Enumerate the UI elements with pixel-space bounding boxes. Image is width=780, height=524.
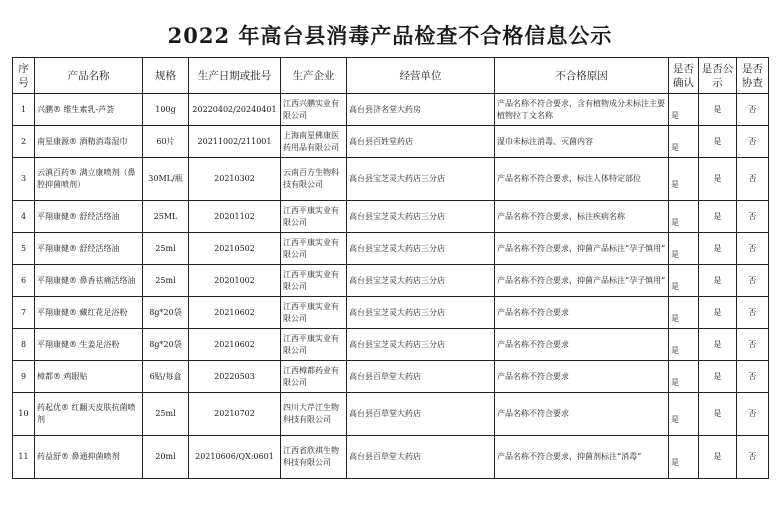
inspection-table	[12, 57, 769, 479]
cell-reason: 产品名称不符合要求，抑菌产品标注“孕子慎用”	[495, 265, 669, 297]
cell-assist: 否	[737, 201, 769, 233]
cell-maker: 江西平康实业有限公司	[281, 329, 347, 361]
table-row	[13, 297, 769, 329]
cell-assist: 否	[737, 393, 769, 436]
col-name: 产品名称	[35, 58, 143, 94]
cell-seq: 2	[13, 126, 35, 158]
table-row	[13, 265, 769, 297]
cell-seller: 高台县百草堂大药店	[347, 361, 495, 393]
confirm-value: 是	[671, 110, 679, 120]
confirm-value: 是	[671, 281, 679, 291]
cell-spec: 20ml	[143, 436, 189, 479]
cell-spec: 25ml	[143, 393, 189, 436]
col-seq: 序号	[13, 58, 35, 94]
col-batch: 生产日期或批号	[189, 58, 281, 94]
cell-seq: 6	[13, 265, 35, 297]
cell-seq: 3	[13, 158, 35, 201]
col-publish: 是否公示	[699, 58, 737, 94]
cell-seller: 高台县百草堂大药店	[347, 436, 495, 479]
cell-seq: 1	[13, 94, 35, 126]
cell-maker: 江西平康实业有限公司	[281, 233, 347, 265]
cell-seller: 高台县宝芝灵大药店三分店	[347, 201, 495, 233]
cell-publish: 是	[699, 361, 737, 393]
table-row	[13, 233, 769, 265]
cell-product-name: 兴鹏® 维生素乳-芦荟	[35, 94, 143, 126]
cell-maker: 江西樟都药业有限公司	[281, 361, 347, 393]
cell-reason: 产品名称不符合要求	[495, 393, 669, 436]
cell-seller: 高台县宝芝灵大药店三分店	[347, 233, 495, 265]
cell-batch: 20201102	[189, 201, 281, 233]
cell-confirm	[669, 265, 699, 297]
cell-seller: 高台县百姓堂药店	[347, 126, 495, 158]
cell-assist: 否	[737, 126, 769, 158]
cell-publish: 是	[699, 158, 737, 201]
cell-batch: 20210302	[189, 158, 281, 201]
table-row	[13, 361, 769, 393]
cell-maker: 上海南星佛康医药用品有限公司	[281, 126, 347, 158]
cell-confirm	[669, 393, 699, 436]
cell-reason: 产品名称不符合要求，标注疾病名称	[495, 201, 669, 233]
cell-publish: 是	[699, 233, 737, 265]
cell-batch: 20210702	[189, 393, 281, 436]
table-row	[13, 393, 769, 436]
confirm-value: 是	[671, 249, 679, 259]
page-title: 2022 年高台县消毒产品检查不合格信息公示	[167, 23, 613, 48]
table-row	[13, 201, 769, 233]
cell-confirm	[669, 126, 699, 158]
table-row	[13, 436, 769, 479]
cell-assist: 否	[737, 94, 769, 126]
cell-spec: 25ML	[143, 201, 189, 233]
header-row	[13, 58, 769, 94]
cell-batch: 20211002/211001	[189, 126, 281, 158]
cell-batch: 20210502	[189, 233, 281, 265]
cell-product-name: 平翔康健® 生姜足浴粉	[35, 329, 143, 361]
cell-assist: 否	[737, 361, 769, 393]
cell-reason: 产品名称不符合要求，标注人体特定部位	[495, 158, 669, 201]
cell-assist: 否	[737, 158, 769, 201]
confirm-value: 是	[671, 345, 679, 355]
cell-reason: 产品名称不符合要求	[495, 361, 669, 393]
confirm-value: 是	[671, 377, 679, 387]
cell-assist: 否	[737, 297, 769, 329]
confirm-value: 是	[671, 458, 679, 467]
cell-assist: 否	[737, 265, 769, 297]
confirm-value: 是	[671, 313, 679, 323]
cell-confirm	[669, 158, 699, 201]
cell-seller: 高台县宝芝灵大药店三分店	[347, 158, 495, 201]
table-row	[13, 126, 769, 158]
cell-product-name: 药益舒® 鼻通抑菌喷剂	[35, 436, 143, 479]
cell-assist: 否	[737, 233, 769, 265]
cell-seq: 9	[13, 361, 35, 393]
col-seller: 经营单位	[347, 58, 495, 94]
cell-confirm	[669, 94, 699, 126]
cell-seller: 高台县济名堂大药房	[347, 94, 495, 126]
cell-spec: 60片	[143, 126, 189, 158]
cell-seq: 7	[13, 297, 35, 329]
col-spec: 规格	[143, 58, 189, 94]
cell-product-name: 南星康源® 酒精消毒湿巾	[35, 126, 143, 158]
table-row	[13, 94, 769, 126]
cell-batch: 20220402/20240401	[189, 94, 281, 126]
col-confirm: 是否确认	[669, 58, 699, 94]
cell-seq: 5	[13, 233, 35, 265]
cell-product-name: 平翔康健® 藏红花足浴粉	[35, 297, 143, 329]
cell-publish: 是	[699, 329, 737, 361]
col-maker: 生产企业	[281, 58, 347, 94]
table-row	[13, 329, 769, 361]
cell-publish: 是	[699, 94, 737, 126]
col-reason: 不合格原因	[495, 58, 669, 94]
cell-batch: 20220503	[189, 361, 281, 393]
cell-seller: 高台县宝芝灵大药店三分店	[347, 265, 495, 297]
cell-assist: 否	[737, 436, 769, 479]
cell-spec: 6贴/每盒	[143, 361, 189, 393]
cell-publish: 是	[699, 126, 737, 158]
confirm-value: 是	[671, 217, 679, 227]
cell-publish: 是	[699, 393, 737, 436]
cell-product-name: 平翔康健® 鼻香祛痛活络油	[35, 265, 143, 297]
cell-spec: 25ml	[143, 233, 189, 265]
cell-reason: 湿巾未标注消毒、灭菌内容	[495, 126, 669, 158]
cell-assist: 否	[737, 329, 769, 361]
cell-spec: 8g*20袋	[143, 329, 189, 361]
cell-reason: 产品名称不符合要求	[495, 297, 669, 329]
cell-publish: 是	[699, 201, 737, 233]
cell-maker: 江西平康实业有限公司	[281, 297, 347, 329]
cell-reason: 产品名称不符合要求，含有植物成分未标注主要植物拉丁文名称	[495, 94, 669, 126]
cell-seller: 高台县宝芝灵大药店三分店	[347, 329, 495, 361]
cell-spec: 8g*20袋	[143, 297, 189, 329]
cell-confirm	[669, 201, 699, 233]
confirm-value: 是	[671, 180, 679, 189]
cell-maker: 云南百方生物科技有限公司	[281, 158, 347, 201]
cell-seller: 高台县百草堂大药店	[347, 393, 495, 436]
cell-maker: 江西省欣祺生物科技有限公司	[281, 436, 347, 479]
cell-publish: 是	[699, 436, 737, 479]
cell-batch: 20210606/QX:0601	[189, 436, 281, 479]
confirm-value: 是	[671, 415, 679, 424]
cell-spec: 30ML/瓶	[143, 158, 189, 201]
cell-reason: 产品名称不符合要求	[495, 329, 669, 361]
cell-confirm	[669, 297, 699, 329]
cell-confirm	[669, 436, 699, 479]
cell-seq: 10	[13, 393, 35, 436]
cell-publish: 是	[699, 265, 737, 297]
cell-reason: 产品名称不符合要求，抑菌剂标注“消毒”	[495, 436, 669, 479]
confirm-value: 是	[671, 142, 679, 152]
cell-seller: 高台县宝芝灵大药店三分店	[347, 297, 495, 329]
cell-product-name: 药起优® 红翻天皮肤抗菌喷剂	[35, 393, 143, 436]
cell-maker: 江西平康实业有限公司	[281, 265, 347, 297]
cell-reason: 产品名称不符合要求，抑菌产品标注“孕子慎用”	[495, 233, 669, 265]
table-row	[13, 158, 769, 201]
cell-batch: 20210602	[189, 329, 281, 361]
cell-seq: 11	[13, 436, 35, 479]
cell-publish: 是	[699, 297, 737, 329]
cell-product-name: 平翔康健® 舒经活络油	[35, 233, 143, 265]
col-assist: 是否协查	[737, 58, 769, 94]
cell-spec: 100g	[143, 94, 189, 126]
cell-product-name: 平翔康健® 舒经活络油	[35, 201, 143, 233]
cell-batch: 20210602	[189, 297, 281, 329]
cell-maker: 江西兴鹏实业有限公司	[281, 94, 347, 126]
cell-confirm	[669, 233, 699, 265]
cell-maker: 江西平康实业有限公司	[281, 201, 347, 233]
cell-product-name: 樟都® 鸡眼贴	[35, 361, 143, 393]
cell-seq: 4	[13, 201, 35, 233]
cell-product-name: 云滇百药® 满立康喷剂（鼻腔抑菌喷剂）	[35, 158, 143, 201]
cell-spec: 25ml	[143, 265, 189, 297]
cell-confirm	[669, 329, 699, 361]
cell-confirm	[669, 361, 699, 393]
cell-maker: 四川大芹江生物科技有限公司	[281, 393, 347, 436]
cell-seq: 8	[13, 329, 35, 361]
cell-batch: 20201002	[189, 265, 281, 297]
